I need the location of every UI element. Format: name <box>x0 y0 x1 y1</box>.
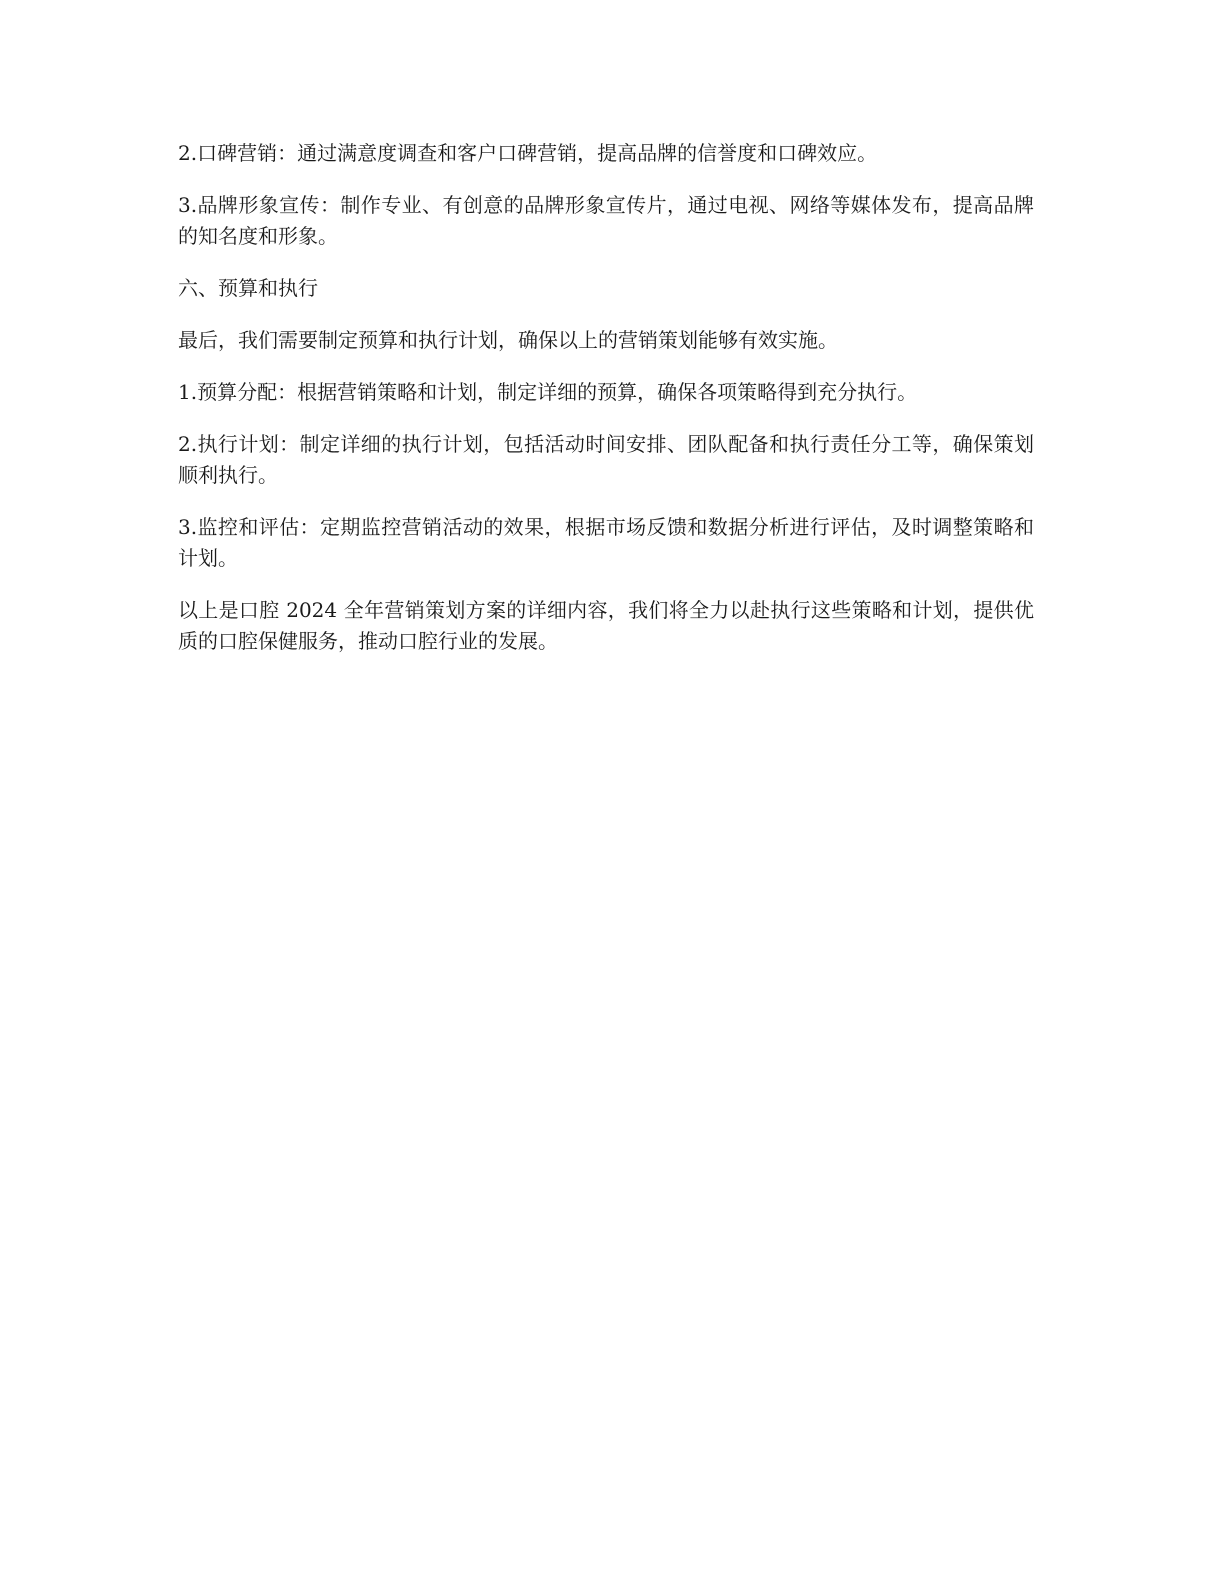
paragraph-conclusion: 以上是口腔 2024 全年营销策划方案的详细内容，我们将全力以赴执行这些策略和计划，提供优质的口腔保健服务，推动口腔行业的发展。 <box>178 598 1034 653</box>
paragraph-monitoring: 3.监控和评估：定期监控营销活动的效果，根据市场反馈和数据分析进行评估，及时调整策略和计划。 <box>178 515 1034 570</box>
paragraph-word-of-mouth: 2.口碑营销：通过满意度调查和客户口碑营销，提高品牌的信誉度和口碑效应。 <box>178 141 878 165</box>
section-heading-budget-execution: 六、预算和执行 <box>178 276 318 300</box>
paragraph-execution-plan: 2.执行计划：制定详细的执行计划，包括活动时间安排、团队配备和执行责任分工等，确保策划顺利执行。 <box>178 432 1034 487</box>
document-body <box>178 138 1034 678</box>
paragraph-intro-budget: 最后，我们需要制定预算和执行计划，确保以上的营销策划能够有效实施。 <box>178 328 838 352</box>
paragraph-budget-allocation: 1.预算分配：根据营销策略和计划，制定详细的预算，确保各项策略得到充分执行。 <box>178 380 918 404</box>
paragraph-brand-image: 3.品牌形象宣传：制作专业、有创意的品牌形象宣传片，通过电视、网络等媒体发布，提高品牌的知名度和形象。 <box>178 193 1034 248</box>
